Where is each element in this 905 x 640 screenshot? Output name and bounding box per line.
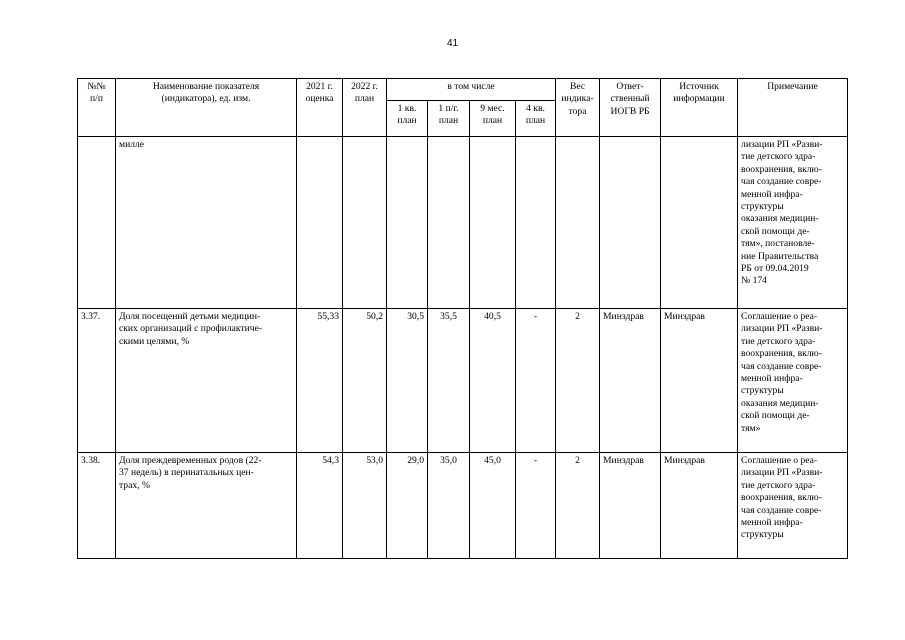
- cell-9m: 40,5: [470, 309, 516, 453]
- page-number: 41: [446, 38, 459, 49]
- cell-source: [661, 137, 738, 309]
- cell-name: милле: [116, 137, 297, 309]
- cell-responsible: Минздрав: [600, 453, 661, 559]
- cell-9m: 45,0: [470, 453, 516, 559]
- cell-responsible: Минздрав: [600, 309, 661, 453]
- cell-source: Минздрав: [661, 309, 738, 453]
- header-responsible: Ответ- ственный ИОГВ РБ: [600, 79, 661, 137]
- cell-2021: [297, 137, 343, 309]
- table-row: [78, 309, 848, 453]
- cell-q4: -: [516, 453, 556, 559]
- header-name: Наименование показателя (индикатора), ед. изм.: [116, 79, 297, 137]
- cell-weight: [556, 137, 600, 309]
- cell-num: [78, 137, 116, 309]
- cell-2022: [343, 137, 387, 309]
- cell-h1: 35,5: [428, 309, 470, 453]
- cell-name: Доля посещений детьми медицин- ских организаций с профилактиче- скими целями, %: [116, 309, 297, 453]
- header-weight: Вес индика- тора: [556, 79, 600, 137]
- cell-q1: 29,0: [387, 453, 428, 559]
- cell-weight: 2: [556, 453, 600, 559]
- cell-2022: 50,2: [343, 309, 387, 453]
- header-including: в том числе: [387, 79, 556, 101]
- cell-2022: 53,0: [343, 453, 387, 559]
- table-row: [78, 453, 848, 559]
- header-q4: 4 кв. план: [516, 101, 556, 137]
- cell-weight: 2: [556, 309, 600, 453]
- cell-9m: [470, 137, 516, 309]
- cell-responsible: [600, 137, 661, 309]
- cell-q1: [387, 137, 428, 309]
- header-source: Источник информации: [661, 79, 738, 137]
- cell-source: Минздрав: [661, 453, 738, 559]
- header-9m: 9 мес. план: [470, 101, 516, 137]
- header-2022: 2022 г. план: [343, 79, 387, 137]
- cell-q4: [516, 137, 556, 309]
- indicators-table: [77, 78, 848, 559]
- table-row: [78, 137, 848, 309]
- cell-note: лизации РП «Разви- тие детского здра- воохранения, вклю- чая создание совре- менной инфра- структуры оказания медицин- ской помощи де- тям», постановле- ние Правительства РБ от 09.04.2019 № 174: [738, 137, 848, 309]
- cell-h1: [428, 137, 470, 309]
- header-2021: 2021 г. оценка: [297, 79, 343, 137]
- header-num: №№ п/п: [78, 79, 116, 137]
- cell-num: 3.37.: [78, 309, 116, 453]
- header-note: Примечание: [738, 79, 848, 137]
- header-h1: 1 п/г. план: [428, 101, 470, 137]
- cell-note: Соглашение о реа- лизации РП «Разви- тие детского здра- воохранения, вклю- чая создание совре- менной инфра- структуры: [738, 453, 848, 559]
- cell-note: Соглашение о реа- лизации РП «Разви- тие детского здра- воохранения, вклю- чая создание совре- менной инфра- структуры оказания медицин- ской помощи де- тям»: [738, 309, 848, 453]
- cell-2021: 55,33: [297, 309, 343, 453]
- cell-name: Доля преждевременных родов (22- 37 недель) в перинатальных цен- трах, %: [116, 453, 297, 559]
- cell-q1: 30,5: [387, 309, 428, 453]
- header-q1: 1 кв. план: [387, 101, 428, 137]
- cell-num: 3.38.: [78, 453, 116, 559]
- cell-h1: 35,0: [428, 453, 470, 559]
- cell-2021: 54,3: [297, 453, 343, 559]
- cell-q4: -: [516, 309, 556, 453]
- header-row-top: [78, 79, 848, 101]
